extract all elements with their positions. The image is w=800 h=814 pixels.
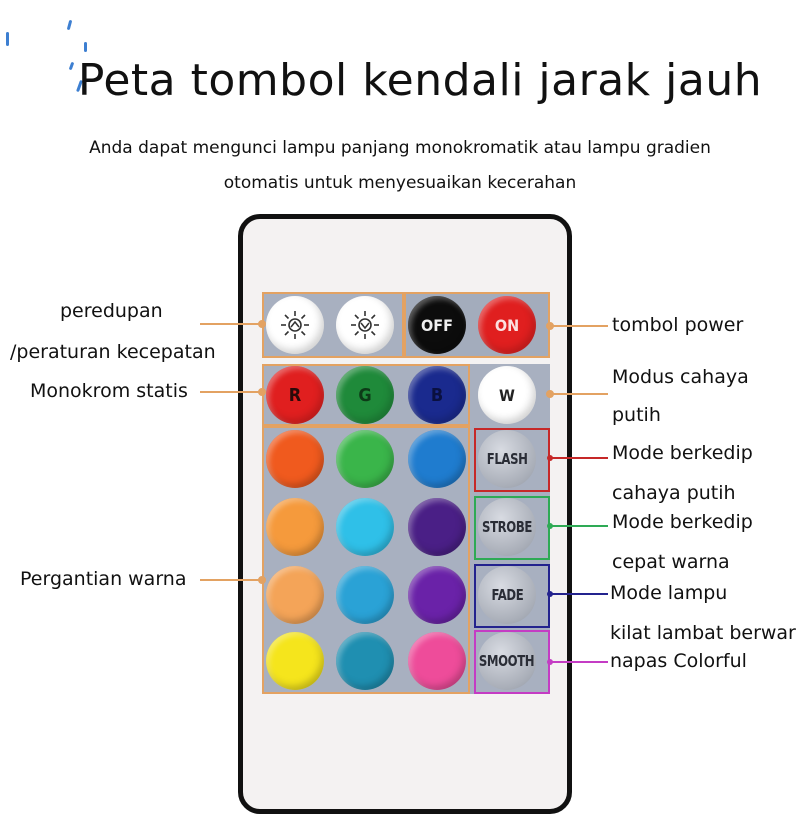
subtitle-line-1: Anda dapat mengunci lampu panjang monokromatik atau lampu gradien [89,138,711,158]
red-label: R [288,384,302,406]
label-power: tombol power [612,314,744,336]
label-smooth: napas Colorful [610,650,747,672]
label-strobe: Mode berkedip [612,511,753,533]
label-white-1: Modus cahaya [612,366,749,388]
label-color-change: Pergantian warna [20,568,187,590]
on-label: ON [494,315,520,335]
label-fade-2: kilat lambat berwar [610,622,796,644]
label-flash-2: cahaya putih [612,482,736,504]
strobe-label: STROBE [482,518,532,536]
off-label: OFF [421,315,453,335]
flash-label: FLASH [486,450,528,468]
label-dimming-1: peredupan [60,300,163,322]
smooth-label: SMOOTH [479,652,535,670]
page-title: Peta tombol kendali jarak jauh [77,55,763,106]
label-static: Monokrom statis [30,380,188,402]
label-dimming-2: /peraturan kecepatan [10,341,216,363]
fade-label: FADE [491,586,523,604]
label-white-2: putih [612,404,661,426]
label-strobe-2: cepat warna [612,551,730,573]
blue-label: B [430,384,444,406]
label-fade: Mode lampu [610,582,728,604]
label-flash: Mode berkedip [612,442,753,464]
subtitle-line-2: otomatis untuk menyesuaikan kecerahan [223,173,577,193]
green-label: G [358,384,372,406]
white-label: W [499,385,515,405]
